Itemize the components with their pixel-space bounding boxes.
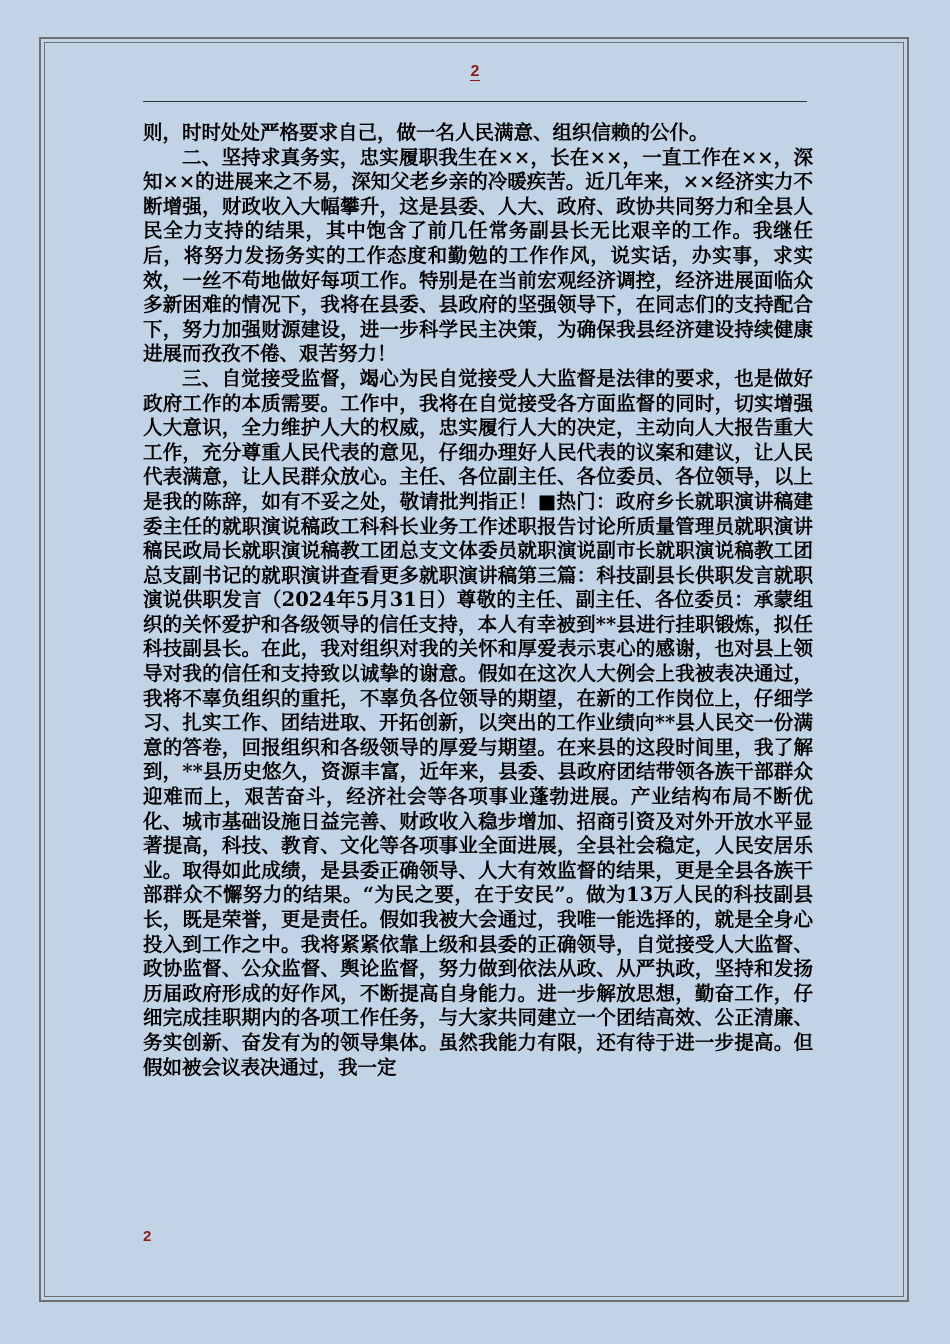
paragraph-3: 三、自觉接受监督，竭心为民自觉接受人大监督是法律的要求，也是做好政府工作的本质需要。工作中，我将在自觉接受各方面监督的同时，切实增强人大意识，全力维护人大的权威，忠实履行人大的决定，主动向人大报告重大工作，充分尊重人民代表的意见，仔细办理好人民代表的议案和建议，让人民代表满意，让人民群众放心。主任、各位副主任、各位委员、各位领导，以上是我的陈辞，如有不妥之处，敬请批判指正！■热门：政府乡长就职演讲稿建委主任的就职演说稿政工科科长业务工作述职报告讨论所质量管理员就职演讲稿民政局长就职演说稿教工团总支文体委员就职演说副市长就职演说稿教工团总支副书记的就职演讲查看更多就职演讲稿第三篇：科技副县长供职发言就职演说供职发言（2024年5月31日）尊敬的主任、副主任、各位委员：承蒙组织的关怀爱护和各级领导的信任支持，本人有幸被到**县进行挂职锻炼，拟任科技副县长。在此，我对组织对我的关怀和厚爱表示衷心的感谢，也对县上领导对我的信任和支持致以诚挚的谢意。假如在这次人大例会上我被表决通过，我将不辜负组织的重托，不辜负各位领导的期望，在新的工作岗位上，仔细学习、扎实工作、团结进取、开拓创新，以突出的工作业绩向**县人民交一份满意的答卷，回报组织和各级领导的厚爱与期望。在来县的这段时间里，我了解到，**县历史悠久，资源丰富，近年来，县委、县政府团结带领各族干部群众迎难而上，艰苦奋斗，经济社会等各项事业蓬勃进展。产业结构布局不断优化、城市基础设施日益完善、财政收入稳步增加、招商引资及对外开放水平显著提高，科技、教育、文化等各项事业全面进展，全县社会稳定，人民安居乐业。取得如此成绩，是县委正确领导、人大有效监督的结果，更是全县各族干部群众不懈努力的结果。“为民之要，在于安民”。做为13万人民的科技副县长，既是荣誉，更是责任。假如我被大会通过，我唯一能选择的，就是全身心投入到工作之中。我将紧紧依靠上级和县委的正确领导，自觉接受人大监督、政协监督、公众监督、舆论监督，努力做到依法从政、从严执政，坚持和发扬历届政府形成的好作风，不断提高自身能力。进一步解放思想，勤奋工作，仔细完成挂职期内的各项工作任务，与大家共同建立一个团结高效、公正清廉、务实创新、奋发有为的领导集体。虽然我能力有限，还有待于进一步提高。但假如被会议表决通过，我一定: [143, 366, 813, 1079]
document-body: [143, 121, 813, 1221]
paragraph-1: 则，时时处处严格要求自己，做一名人民满意、组织信赖的公仆。: [143, 121, 709, 144]
header-page-number: [0, 62, 950, 82]
footer-page-number: 2: [143, 1228, 152, 1245]
header-page-number-text: 2: [470, 63, 480, 80]
paragraph-2: 二、坚持求真务实，忠实履职我生在××，长在××，一直工作在××，深知××的进展来之不易，深知父老乡亲的冷暖疾苦。近几年来，××经济实力不断增强，财政收入大幅攀升，这是县委、人大、政府、政协共同努力和全县人民全力支持的结果，其中饱含了前几任常务副县长无比艰辛的工作。我继任后，将努力发扬务实的工作态度和勤勉的工作作风，说实话，办实事，求实效，一丝不苟地做好每项工作。特别是在当前宏观经济调控，经济进展面临众多新困难的情况下，我将在县委、县政府的坚强领导下，在同志们的支持配合下，努力加强财源建设，进一步科学民主决策，为确保我县经济建设持续健康进展而孜孜不倦、艰苦努力！: [143, 145, 813, 366]
header-rule: [143, 101, 807, 102]
